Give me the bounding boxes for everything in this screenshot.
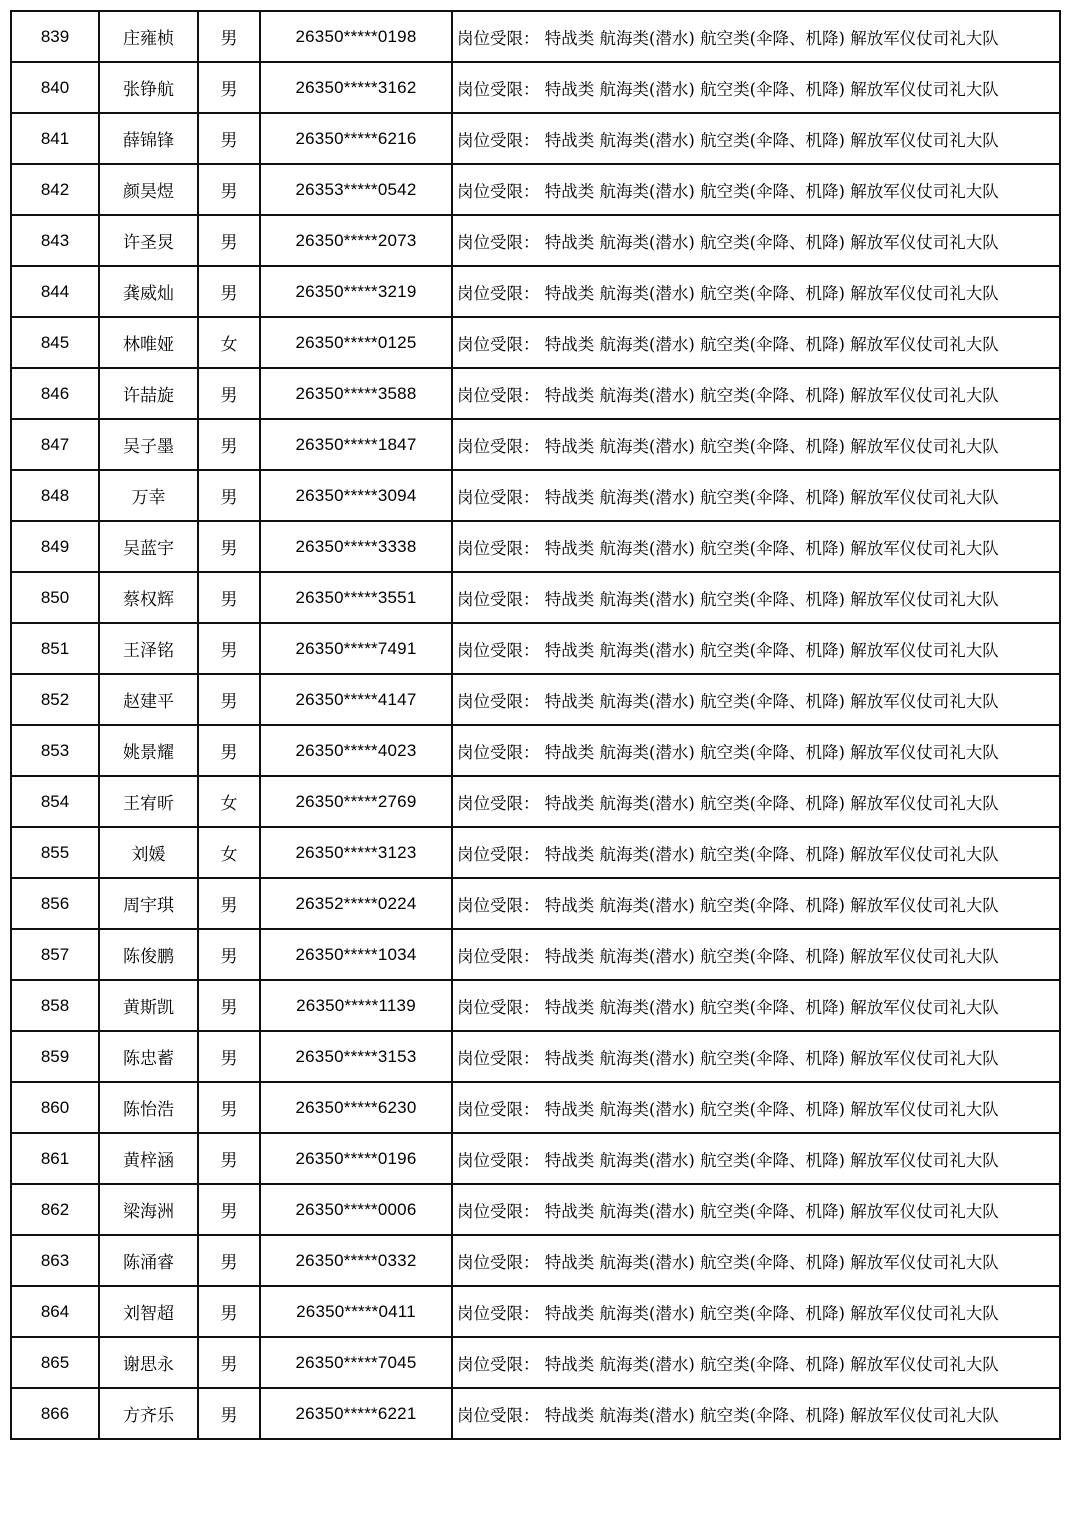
person-name: 王宥昕 — [99, 776, 198, 827]
table-row — [11, 1082, 1060, 1133]
person-name: 姚景耀 — [99, 725, 198, 776]
row-number: 848 — [11, 470, 99, 521]
person-name: 陈涌睿 — [99, 1235, 198, 1286]
person-name: 方齐乐 — [99, 1388, 198, 1439]
person-name: 刘媛 — [99, 827, 198, 878]
id-number: 26350*****7045 — [260, 1337, 452, 1388]
table-row — [11, 11, 1060, 62]
gender: 男 — [198, 980, 260, 1031]
row-number: 841 — [11, 113, 99, 164]
gender: 男 — [198, 11, 260, 62]
id-number: 26350*****2769 — [260, 776, 452, 827]
id-number: 26350*****3219 — [260, 266, 452, 317]
gender: 男 — [198, 674, 260, 725]
restriction-note: 岗位受限： 特战类 航海类(潜水) 航空类(伞降、机降) 解放军仪仗司礼大队 — [452, 1184, 1060, 1235]
table-row — [11, 1235, 1060, 1286]
restriction-note: 岗位受限： 特战类 航海类(潜水) 航空类(伞降、机降) 解放军仪仗司礼大队 — [452, 521, 1060, 572]
row-number: 864 — [11, 1286, 99, 1337]
table-row — [11, 725, 1060, 776]
gender: 女 — [198, 317, 260, 368]
gender: 男 — [198, 470, 260, 521]
gender: 男 — [198, 1031, 260, 1082]
id-number: 26350*****3153 — [260, 1031, 452, 1082]
table-row — [11, 419, 1060, 470]
row-number: 847 — [11, 419, 99, 470]
table-row — [11, 368, 1060, 419]
person-name: 龚威灿 — [99, 266, 198, 317]
gender: 女 — [198, 827, 260, 878]
restriction-note: 岗位受限： 特战类 航海类(潜水) 航空类(伞降、机降) 解放军仪仗司礼大队 — [452, 1082, 1060, 1133]
id-number: 26350*****4147 — [260, 674, 452, 725]
table-row — [11, 776, 1060, 827]
gender: 男 — [198, 521, 260, 572]
id-number: 26350*****0125 — [260, 317, 452, 368]
id-number: 26350*****6221 — [260, 1388, 452, 1439]
table-row — [11, 980, 1060, 1031]
table-row — [11, 878, 1060, 929]
person-name: 庄雍桢 — [99, 11, 198, 62]
gender: 男 — [198, 1286, 260, 1337]
id-number: 26350*****3338 — [260, 521, 452, 572]
restriction-note: 岗位受限： 特战类 航海类(潜水) 航空类(伞降、机降) 解放军仪仗司礼大队 — [452, 62, 1060, 113]
row-number: 866 — [11, 1388, 99, 1439]
id-number: 26350*****3123 — [260, 827, 452, 878]
id-number: 26350*****0411 — [260, 1286, 452, 1337]
gender: 男 — [198, 1337, 260, 1388]
row-number: 850 — [11, 572, 99, 623]
row-number: 842 — [11, 164, 99, 215]
restriction-note: 岗位受限： 特战类 航海类(潜水) 航空类(伞降、机降) 解放军仪仗司礼大队 — [452, 164, 1060, 215]
gender: 男 — [198, 1184, 260, 1235]
restriction-note: 岗位受限： 特战类 航海类(潜水) 航空类(伞降、机降) 解放军仪仗司礼大队 — [452, 113, 1060, 164]
row-number: 856 — [11, 878, 99, 929]
restriction-note: 岗位受限： 特战类 航海类(潜水) 航空类(伞降、机降) 解放军仪仗司礼大队 — [452, 1337, 1060, 1388]
id-number: 26350*****1847 — [260, 419, 452, 470]
person-name: 赵建平 — [99, 674, 198, 725]
restriction-note: 岗位受限： 特战类 航海类(潜水) 航空类(伞降、机降) 解放军仪仗司礼大队 — [452, 215, 1060, 266]
id-number: 26350*****0198 — [260, 11, 452, 62]
table-row — [11, 929, 1060, 980]
person-name: 许圣炅 — [99, 215, 198, 266]
restriction-note: 岗位受限： 特战类 航海类(潜水) 航空类(伞降、机降) 解放军仪仗司礼大队 — [452, 980, 1060, 1031]
id-number: 26350*****0196 — [260, 1133, 452, 1184]
gender: 男 — [198, 1388, 260, 1439]
table-row — [11, 674, 1060, 725]
gender: 男 — [198, 1133, 260, 1184]
restriction-note: 岗位受限： 特战类 航海类(潜水) 航空类(伞降、机降) 解放军仪仗司礼大队 — [452, 470, 1060, 521]
id-number: 26353*****0542 — [260, 164, 452, 215]
row-number: 853 — [11, 725, 99, 776]
row-number: 859 — [11, 1031, 99, 1082]
restriction-note: 岗位受限： 特战类 航海类(潜水) 航空类(伞降、机降) 解放军仪仗司礼大队 — [452, 1235, 1060, 1286]
row-number: 862 — [11, 1184, 99, 1235]
id-number: 26350*****6230 — [260, 1082, 452, 1133]
row-number: 863 — [11, 1235, 99, 1286]
row-number: 843 — [11, 215, 99, 266]
gender: 男 — [198, 1082, 260, 1133]
table-row — [11, 1337, 1060, 1388]
person-name: 颜昊煜 — [99, 164, 198, 215]
table-row — [11, 215, 1060, 266]
table-row — [11, 623, 1060, 674]
id-number: 26350*****2073 — [260, 215, 452, 266]
table-row — [11, 164, 1060, 215]
restriction-note: 岗位受限： 特战类 航海类(潜水) 航空类(伞降、机降) 解放军仪仗司礼大队 — [452, 1388, 1060, 1439]
person-name: 吴蓝宇 — [99, 521, 198, 572]
id-number: 26350*****3094 — [260, 470, 452, 521]
row-number: 860 — [11, 1082, 99, 1133]
table-row — [11, 1184, 1060, 1235]
person-name: 张铮航 — [99, 62, 198, 113]
restriction-note: 岗位受限： 特战类 航海类(潜水) 航空类(伞降、机降) 解放军仪仗司礼大队 — [452, 572, 1060, 623]
row-number: 840 — [11, 62, 99, 113]
person-name: 王泽铭 — [99, 623, 198, 674]
roster-table — [10, 10, 1061, 1440]
person-name: 许喆旋 — [99, 368, 198, 419]
person-name: 万幸 — [99, 470, 198, 521]
id-number: 26350*****3588 — [260, 368, 452, 419]
restriction-note: 岗位受限： 特战类 航海类(潜水) 航空类(伞降、机降) 解放军仪仗司礼大队 — [452, 776, 1060, 827]
row-number: 844 — [11, 266, 99, 317]
person-name: 薛锦锋 — [99, 113, 198, 164]
table-row — [11, 1286, 1060, 1337]
table-row — [11, 266, 1060, 317]
id-number: 26350*****0332 — [260, 1235, 452, 1286]
id-number: 26350*****1034 — [260, 929, 452, 980]
row-number: 846 — [11, 368, 99, 419]
restriction-note: 岗位受限： 特战类 航海类(潜水) 航空类(伞降、机降) 解放军仪仗司礼大队 — [452, 419, 1060, 470]
row-number: 845 — [11, 317, 99, 368]
row-number: 851 — [11, 623, 99, 674]
gender: 男 — [198, 266, 260, 317]
row-number: 855 — [11, 827, 99, 878]
roster-sheet — [10, 10, 1061, 1440]
person-name: 黄梓涵 — [99, 1133, 198, 1184]
gender: 男 — [198, 368, 260, 419]
restriction-note: 岗位受限： 特战类 航海类(潜水) 航空类(伞降、机降) 解放军仪仗司礼大队 — [452, 827, 1060, 878]
row-number: 865 — [11, 1337, 99, 1388]
table-row — [11, 1388, 1060, 1439]
restriction-note: 岗位受限： 特战类 航海类(潜水) 航空类(伞降、机降) 解放军仪仗司礼大队 — [452, 368, 1060, 419]
table-row — [11, 62, 1060, 113]
restriction-note: 岗位受限： 特战类 航海类(潜水) 航空类(伞降、机降) 解放军仪仗司礼大队 — [452, 623, 1060, 674]
restriction-note: 岗位受限： 特战类 航海类(潜水) 航空类(伞降、机降) 解放军仪仗司礼大队 — [452, 725, 1060, 776]
roster-table-body — [11, 11, 1060, 1439]
person-name: 黄斯凯 — [99, 980, 198, 1031]
row-number: 852 — [11, 674, 99, 725]
id-number: 26350*****6216 — [260, 113, 452, 164]
id-number: 26352*****0224 — [260, 878, 452, 929]
gender: 男 — [198, 929, 260, 980]
table-row — [11, 1133, 1060, 1184]
row-number: 854 — [11, 776, 99, 827]
gender: 女 — [198, 776, 260, 827]
table-row — [11, 470, 1060, 521]
id-number: 26350*****4023 — [260, 725, 452, 776]
gender: 男 — [198, 1235, 260, 1286]
restriction-note: 岗位受限： 特战类 航海类(潜水) 航空类(伞降、机降) 解放军仪仗司礼大队 — [452, 1031, 1060, 1082]
restriction-note: 岗位受限： 特战类 航海类(潜水) 航空类(伞降、机降) 解放军仪仗司礼大队 — [452, 929, 1060, 980]
id-number: 26350*****3162 — [260, 62, 452, 113]
row-number: 849 — [11, 521, 99, 572]
restriction-note: 岗位受限： 特战类 航海类(潜水) 航空类(伞降、机降) 解放军仪仗司礼大队 — [452, 1133, 1060, 1184]
table-row — [11, 113, 1060, 164]
table-row — [11, 1031, 1060, 1082]
restriction-note: 岗位受限： 特战类 航海类(潜水) 航空类(伞降、机降) 解放军仪仗司礼大队 — [452, 266, 1060, 317]
row-number: 857 — [11, 929, 99, 980]
gender: 男 — [198, 878, 260, 929]
row-number: 861 — [11, 1133, 99, 1184]
row-number: 839 — [11, 11, 99, 62]
person-name: 蔡权辉 — [99, 572, 198, 623]
table-row — [11, 317, 1060, 368]
table-row — [11, 827, 1060, 878]
person-name: 梁海洲 — [99, 1184, 198, 1235]
id-number: 26350*****7491 — [260, 623, 452, 674]
gender: 男 — [198, 164, 260, 215]
table-row — [11, 572, 1060, 623]
gender: 男 — [198, 419, 260, 470]
restriction-note: 岗位受限： 特战类 航海类(潜水) 航空类(伞降、机降) 解放军仪仗司礼大队 — [452, 878, 1060, 929]
person-name: 周宇琪 — [99, 878, 198, 929]
person-name: 谢思永 — [99, 1337, 198, 1388]
person-name: 吴子墨 — [99, 419, 198, 470]
person-name: 陈俊鹏 — [99, 929, 198, 980]
id-number: 26350*****0006 — [260, 1184, 452, 1235]
gender: 男 — [198, 215, 260, 266]
id-number: 26350*****3551 — [260, 572, 452, 623]
restriction-note: 岗位受限： 特战类 航海类(潜水) 航空类(伞降、机降) 解放军仪仗司礼大队 — [452, 674, 1060, 725]
restriction-note: 岗位受限： 特战类 航海类(潜水) 航空类(伞降、机降) 解放军仪仗司礼大队 — [452, 317, 1060, 368]
gender: 男 — [198, 572, 260, 623]
gender: 男 — [198, 623, 260, 674]
person-name: 林唯娅 — [99, 317, 198, 368]
row-number: 858 — [11, 980, 99, 1031]
table-row — [11, 521, 1060, 572]
restriction-note: 岗位受限： 特战类 航海类(潜水) 航空类(伞降、机降) 解放军仪仗司礼大队 — [452, 11, 1060, 62]
restriction-note: 岗位受限： 特战类 航海类(潜水) 航空类(伞降、机降) 解放军仪仗司礼大队 — [452, 1286, 1060, 1337]
person-name: 刘智超 — [99, 1286, 198, 1337]
gender: 男 — [198, 725, 260, 776]
gender: 男 — [198, 113, 260, 164]
id-number: 26350*****1139 — [260, 980, 452, 1031]
person-name: 陈怡浩 — [99, 1082, 198, 1133]
gender: 男 — [198, 62, 260, 113]
person-name: 陈忠蓄 — [99, 1031, 198, 1082]
